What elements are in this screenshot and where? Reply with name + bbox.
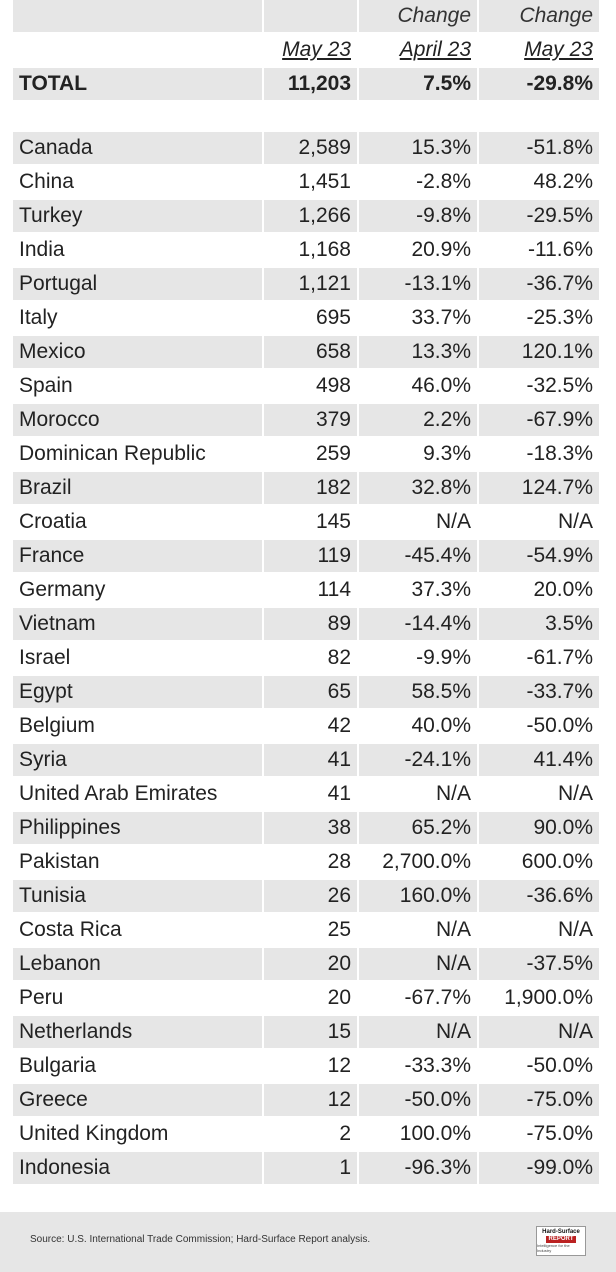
change-month: 32.8% [359,472,477,504]
total-label: TOTAL [13,68,262,100]
change-year: -18.3% [526,442,593,465]
change-year: -99.0% [479,1152,599,1184]
change-year: -36.6% [479,880,599,912]
import-value: 89 [264,608,357,640]
change-year: -61.7% [526,646,593,669]
change-month: -13.1% [359,268,477,300]
change-year: -67.9% [479,404,599,436]
import-table [13,0,599,1186]
total-value: 11,203 [264,68,357,100]
spacer [13,102,599,132]
import-value: 25 [327,918,351,941]
change-month: -24.1% [359,744,477,776]
table-row [13,608,599,642]
change-year: 1,900.0% [504,986,593,1009]
import-value: 182 [264,472,357,504]
change-month: 65.2% [359,812,477,844]
total-change-year: -29.8% [479,68,599,100]
country-name: Mexico [13,336,262,368]
change-year: -54.9% [479,540,599,572]
table-row [13,540,599,574]
country-rows [13,132,599,1186]
import-value: 12 [327,1054,351,1077]
change-month: 40.0% [411,714,471,737]
header-cell-change-year: Change [479,0,599,32]
change-year: 3.5% [479,608,599,640]
table-row [13,370,599,404]
country-name: Costa Rica [19,918,122,941]
country-name: Greece [13,1084,262,1116]
table-row [13,234,599,268]
total-row [13,68,599,102]
country-name: Spain [19,374,73,397]
change-year: N/A [557,918,593,941]
header-cell [13,34,262,66]
change-year: -50.0% [526,1054,593,1077]
change-year: N/A [557,782,593,805]
header-cell-current: May 23 [282,38,351,61]
import-value: 38 [264,812,357,844]
logo-line: Hard-Surface [542,1229,580,1235]
import-value: 114 [317,578,351,601]
table-row [13,642,599,676]
change-year: 20.0% [533,578,593,601]
change-year: -50.0% [526,714,593,737]
change-month: 2,700.0% [382,850,471,873]
country-name: Germany [19,578,106,601]
country-name: United Kingdom [19,1122,169,1145]
change-month: N/A [359,948,477,980]
change-month: -9.9% [416,646,471,669]
country-name: China [19,170,74,193]
change-month: N/A [435,782,471,805]
table-row [13,302,599,336]
country-name: India [19,238,65,261]
country-name: Croatia [19,510,87,533]
table-row [13,574,599,608]
import-value: 41 [264,744,357,776]
import-value: 41 [327,782,351,805]
change-year: N/A [557,510,593,533]
table-row [13,744,599,778]
country-name: Turkey [13,200,262,232]
country-name: Philippines [13,812,262,844]
table-row [13,812,599,846]
change-month: 9.3% [423,442,471,465]
change-year: 48.2% [533,170,593,193]
table-row [13,506,599,540]
import-value: 379 [264,404,357,436]
import-value: 15 [264,1016,357,1048]
change-month: -45.4% [359,540,477,572]
change-month: 33.7% [411,306,471,329]
change-month: 58.5% [359,676,477,708]
country-name: United Arab Emirates [19,782,218,805]
header-row-change [13,0,599,34]
header-cell-prev-month: April 23 [399,38,471,61]
change-month: -50.0% [359,1084,477,1116]
table-row [13,1016,599,1050]
change-year: -11.6% [528,238,593,261]
country-name: Vietnam [13,608,262,640]
country-name: Israel [19,646,71,669]
country-name: Bulgaria [19,1054,97,1077]
report-logo [536,1226,586,1256]
import-value: 20 [327,986,351,1009]
change-year: -75.0% [526,1122,593,1145]
change-month: -14.4% [359,608,477,640]
import-value: 1 [264,1152,357,1184]
import-value: 1,168 [298,238,351,261]
change-year: 41.4% [479,744,599,776]
import-value: 2 [339,1122,351,1145]
change-month: N/A [435,510,471,533]
country-name: Lebanon [13,948,262,980]
change-year: -36.7% [479,268,599,300]
import-value: 12 [264,1084,357,1116]
import-value: 26 [264,880,357,912]
change-month: 13.3% [359,336,477,368]
change-month: N/A [435,918,471,941]
import-value: 1,121 [264,268,357,300]
table-row [13,200,599,234]
change-month: -33.3% [404,1054,471,1077]
source-note: Source: U.S. International Trade Commission; Hard-Surface Report analysis. [30,1234,371,1245]
change-month: 46.0% [411,374,471,397]
country-name: Brazil [13,472,262,504]
header-cell-prev-year: May 23 [524,38,593,61]
import-value: 82 [327,646,351,669]
logo-line: REPORT [548,1236,574,1242]
change-year: 120.1% [479,336,599,368]
country-name: Portugal [13,268,262,300]
change-month: 20.9% [411,238,471,261]
import-value: 2,589 [264,132,357,164]
table-row [13,336,599,370]
country-name: Belgium [19,714,95,737]
country-name: Italy [19,306,58,329]
change-month: 100.0% [399,1122,471,1145]
change-year: 90.0% [479,812,599,844]
total-change-month: 7.5% [359,68,477,100]
import-value: 695 [315,306,351,329]
import-value: 42 [327,714,351,737]
table-row [13,846,599,880]
table-row [13,982,599,1016]
country-name: Indonesia [13,1152,262,1184]
country-name: Netherlands [13,1016,262,1048]
table-row [13,1152,599,1186]
country-name: Pakistan [19,850,100,873]
table-row [13,1050,599,1084]
table-row [13,438,599,472]
import-value: 145 [315,510,351,533]
table-row [13,676,599,710]
table-row [13,710,599,744]
change-year: -75.0% [479,1084,599,1116]
change-month: 2.2% [359,404,477,436]
header-cell [13,0,262,32]
country-name: Morocco [13,404,262,436]
change-year: 600.0% [521,850,593,873]
import-value: 28 [327,850,351,873]
header-cell [264,0,357,32]
country-name: Tunisia [13,880,262,912]
import-value: 119 [264,540,357,572]
change-year: -32.5% [526,374,593,397]
change-year: 124.7% [479,472,599,504]
logo-line: Intelligence for the Industry [537,1243,570,1253]
table-row [13,268,599,302]
table-row [13,1118,599,1152]
import-value: 1,451 [298,170,351,193]
import-value: 658 [264,336,357,368]
table-row [13,948,599,982]
change-month: -67.7% [404,986,471,1009]
change-month: 160.0% [359,880,477,912]
country-name: France [13,540,262,572]
change-month: 37.3% [411,578,471,601]
country-name: Syria [13,744,262,776]
header-cell-change-month: Change [359,0,477,32]
change-year: -25.3% [526,306,593,329]
country-name: Peru [19,986,64,1009]
country-name: Egypt [13,676,262,708]
country-name: Dominican Republic [19,442,206,465]
change-year: -33.7% [479,676,599,708]
change-month: 15.3% [359,132,477,164]
table-row [13,404,599,438]
import-value: 65 [264,676,357,708]
table-row [13,880,599,914]
table-row [13,914,599,948]
import-value: 1,266 [264,200,357,232]
import-value: 20 [264,948,357,980]
table-row [13,778,599,812]
table-row [13,166,599,200]
change-year: -37.5% [479,948,599,980]
country-name: Canada [13,132,262,164]
table-row [13,132,599,166]
footer [0,1212,616,1272]
import-value: 498 [315,374,351,397]
change-year: -29.5% [479,200,599,232]
table-row [13,1084,599,1118]
change-month: N/A [359,1016,477,1048]
header-row-period [13,34,599,68]
table-row [13,472,599,506]
change-month: -2.8% [416,170,471,193]
change-month: -9.8% [359,200,477,232]
import-value: 259 [315,442,351,465]
change-month: -96.3% [359,1152,477,1184]
change-year: -51.8% [479,132,599,164]
change-year: N/A [479,1016,599,1048]
